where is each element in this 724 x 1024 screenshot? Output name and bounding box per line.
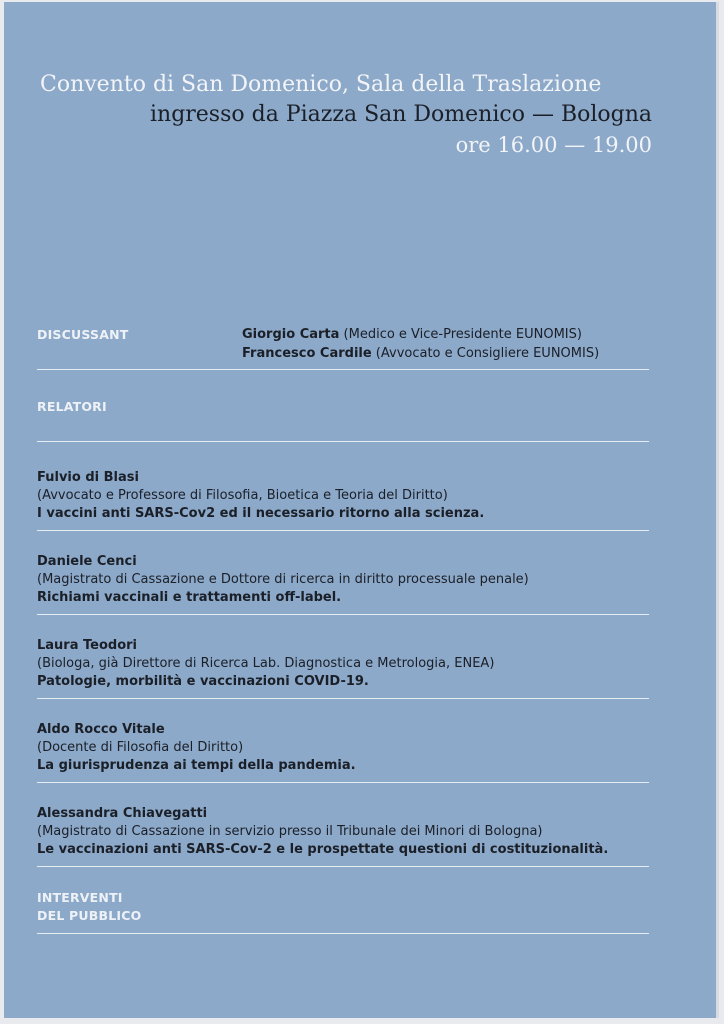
- divider: [37, 614, 649, 615]
- venue-time: ore 16.00 — 19.00: [455, 133, 652, 157]
- divider: [37, 441, 649, 442]
- program-page: [4, 2, 719, 1018]
- speaker-role: (Magistrato di Cassazione in servizio presso il Tribunale dei Minori di Bologna): [37, 824, 543, 839]
- talk-title: Richiami vaccinali e trattamenti off-label.: [37, 590, 342, 605]
- discussant-role: (Medico e Vice-Presidente EUNOMIS): [339, 327, 582, 342]
- speaker-item: [37, 469, 649, 523]
- speaker-item: [37, 553, 649, 607]
- interventi-label: [37, 889, 141, 925]
- divider: [37, 782, 649, 783]
- speaker-name: Daniele Cenci: [37, 554, 137, 569]
- relatori-label: RELATORI: [37, 399, 107, 414]
- discussant-role: (Avvocato e Consigliere EUNOMIS): [371, 346, 600, 361]
- discussant-item: [242, 344, 652, 363]
- talk-title: I vaccini anti SARS-Cov2 ed il necessario ritorno alla scienza.: [37, 506, 485, 521]
- speaker-role: (Avvocato e Professore di Filosofia, Bioetica e Teoria del Diritto): [37, 488, 448, 503]
- speaker-role: (Docente di Filosofia del Diritto): [37, 740, 244, 755]
- divider: [37, 698, 649, 699]
- speaker-name: Alessandra Chiavegatti: [37, 806, 208, 821]
- speaker-name: Aldo Rocco Vitale: [37, 722, 165, 737]
- discussant-name: Giorgio Carta: [242, 327, 340, 342]
- venue-location: Convento di San Domenico, Sala della Traslazione: [40, 72, 602, 97]
- divider: [37, 866, 649, 867]
- discussant-list: [242, 325, 652, 363]
- divider: [37, 369, 649, 370]
- discussant-item: [242, 325, 652, 344]
- speaker-name: Laura Teodori: [37, 638, 138, 653]
- talk-title: La giurisprudenza ai tempi della pandemia.: [37, 758, 356, 773]
- speaker-item: [37, 805, 649, 859]
- divider: [37, 530, 649, 531]
- speaker-item: [37, 637, 649, 691]
- talk-title: Patologie, morbilità e vaccinazioni COVID-19.: [37, 674, 369, 689]
- divider: [37, 933, 649, 934]
- speaker-role: (Biologa, già Direttore di Ricerca Lab. Diagnostica e Metrologia, ENEA): [37, 656, 495, 671]
- venue-entrance: ingresso da Piazza San Domenico — Bologna: [149, 102, 652, 127]
- discussant-name: Francesco Cardile: [242, 346, 372, 361]
- speaker-item: [37, 721, 649, 775]
- speaker-role: (Magistrato di Cassazione e Dottore di ricerca in diritto processuale penale): [37, 572, 529, 587]
- speaker-name: Fulvio di Blasi: [37, 470, 139, 485]
- discussant-label: DISCUSSANT: [37, 327, 129, 342]
- interventi-line2: DEL PUBBLICO: [37, 908, 142, 923]
- interventi-line1: INTERVENTI: [37, 890, 123, 905]
- venue-block: [40, 70, 652, 160]
- talk-title: Le vaccinazioni anti SARS-Cov-2 e le prospettate questioni di costituzionalità.: [37, 842, 609, 857]
